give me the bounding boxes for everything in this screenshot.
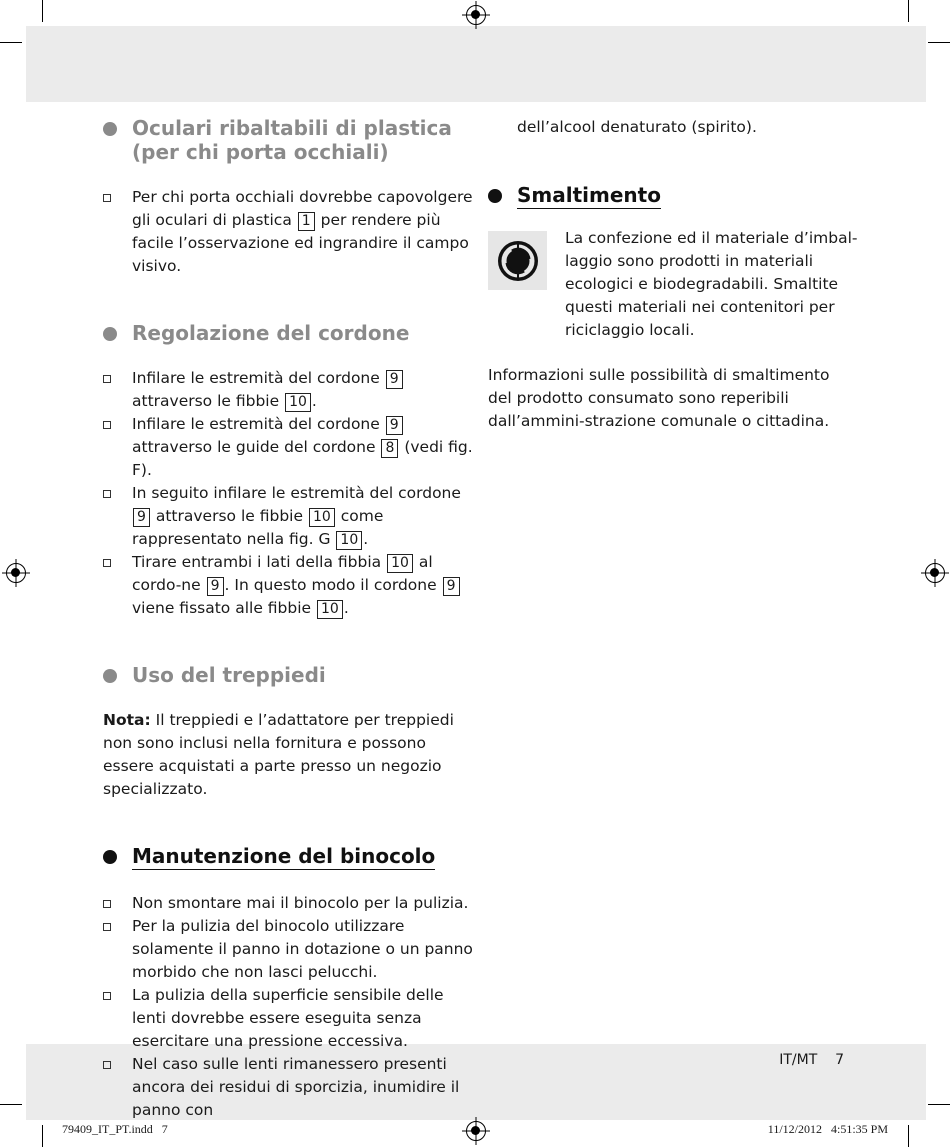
heading-text: Manutenzione del binocolo: [132, 844, 436, 868]
crop-mark: [908, 0, 909, 22]
crop-mark: [928, 1104, 950, 1105]
list-item: Non smontare mai il binocolo per la pulizia.: [103, 892, 473, 915]
heading-text: Uso del treppiedi: [132, 663, 326, 687]
note-label: Nota:: [103, 711, 151, 729]
part-number-box: 9: [207, 577, 224, 596]
disposal-info-text: Informazioni sulle possibilità di smaltimento del prodotto consumato sono reperibili dall’ammini-strazione comunale o cittadina.: [488, 366, 830, 430]
checkbox-square-icon: [103, 194, 111, 202]
section-heading: [103, 321, 473, 345]
section-heading: [103, 844, 473, 870]
registration-mark-icon: [466, 1121, 486, 1141]
list-item: La pulizia della superficie sensibile delle lenti dovrebbe essere eseguita senza esercitare una pressione eccessiva.: [103, 984, 473, 1053]
list-item: Per chi porta occhiali dovrebbe capovolgere gli oculari di plastica 1 per rendere più facile l’osservazione ed ingrandire il campo visivo.: [103, 186, 473, 278]
heading-text: Smaltimento: [517, 183, 661, 207]
part-number-box: 9: [386, 370, 403, 389]
crop-mark: [42, 0, 43, 22]
checkbox-square-icon: [103, 923, 111, 931]
crop-mark: [908, 1125, 909, 1147]
part-number-box: 1: [298, 212, 315, 231]
instruction-list: [103, 892, 473, 1122]
part-number-box: 10: [317, 600, 343, 619]
checkbox-square-icon: [103, 559, 111, 567]
heading-text: Regolazione del cordone: [132, 321, 410, 345]
checkbox-square-icon: [103, 992, 111, 1000]
list-item: Nel caso sulle lenti rimanessero presenti ancora dei residui di sporcizia, inumidire il panno con: [103, 1053, 473, 1122]
part-number-box: 10: [336, 531, 362, 550]
header-band: [26, 26, 926, 102]
section-heading: [103, 116, 473, 164]
bullet-dot-icon: [488, 189, 502, 203]
heading-text: Oculari ribaltabili di plastica (per chi porta occhiali): [132, 116, 452, 164]
bullet-dot-icon: [103, 669, 117, 683]
checkbox-square-icon: [103, 900, 111, 908]
list-item: In seguito infilare le estremità del cordone 9 attraverso le fibbie 10 come rappresentato nella fig. G 10 .: [103, 482, 473, 551]
continuation-text: dell’alcool denaturato (spirito).: [517, 118, 757, 136]
registration-mark-icon: [6, 563, 26, 583]
part-number-box: 8: [381, 439, 398, 458]
crop-mark: [42, 1125, 43, 1147]
checkbox-square-icon: [103, 1061, 111, 1069]
list-item: Tirare entrambi i lati della fibbia 10 al cordo-ne 9 . In questo modo il cordone 9 viene fissato alle fibbie 10 .: [103, 551, 473, 620]
instruction-list: [103, 186, 473, 278]
file-slug: 79409_IT_PT.indd 7: [62, 1122, 168, 1136]
list-item: Infilare le estremità del cordone 9 attraverso le fibbie 10 .: [103, 367, 473, 413]
recycling-info: [488, 227, 858, 342]
checkbox-square-icon: [103, 490, 111, 498]
bullet-dot-icon: [103, 850, 117, 864]
crop-mark: [928, 42, 950, 43]
part-number-box: 10: [387, 554, 413, 573]
registration-mark-icon: [466, 5, 486, 25]
section-heading: [103, 663, 473, 687]
note-paragraph: Nota: Il treppiedi e l’adattatore per treppiedi non sono inclusi nella fornitura e possono essere acquistati a parte presso un negozio specializzato.: [103, 711, 454, 798]
right-column: [488, 116, 858, 433]
crop-mark: [0, 1104, 22, 1105]
checkbox-square-icon: [103, 375, 111, 383]
checkbox-square-icon: [103, 421, 111, 429]
part-number-box: 9: [386, 416, 403, 435]
part-number-box: 9: [133, 508, 150, 527]
list-item: Infilare le estremità del cordone 9 attraverso le guide del cordone 8 (vedi fig. F).: [103, 413, 473, 482]
section-heading: [488, 183, 858, 209]
page-number: IT/MT 7: [779, 1052, 844, 1068]
instruction-list: [103, 367, 473, 620]
bullet-dot-icon: [103, 122, 117, 136]
crop-mark: [0, 42, 22, 43]
part-number-box: 9: [443, 577, 460, 596]
bullet-dot-icon: [103, 327, 117, 341]
green-dot-recycling-icon: [488, 231, 547, 290]
list-item: Per la pulizia del binocolo utilizzare solamente il panno in dotazione o un panno morbido che non lasci pelucchi.: [103, 915, 473, 984]
part-number-box: 10: [309, 508, 335, 527]
packaging-text: La confezione ed il materiale d’imbal-laggio sono prodotti in materiali ecologici e biodegradabili. Smaltite questi materiali nei contenitori per riciclaggio locali.: [565, 229, 858, 339]
registration-mark-icon: [925, 563, 945, 583]
part-number-box: 10: [285, 393, 311, 412]
left-column: [103, 116, 473, 1122]
print-timestamp: 11/12/2012 4:51:35 PM: [767, 1122, 888, 1136]
